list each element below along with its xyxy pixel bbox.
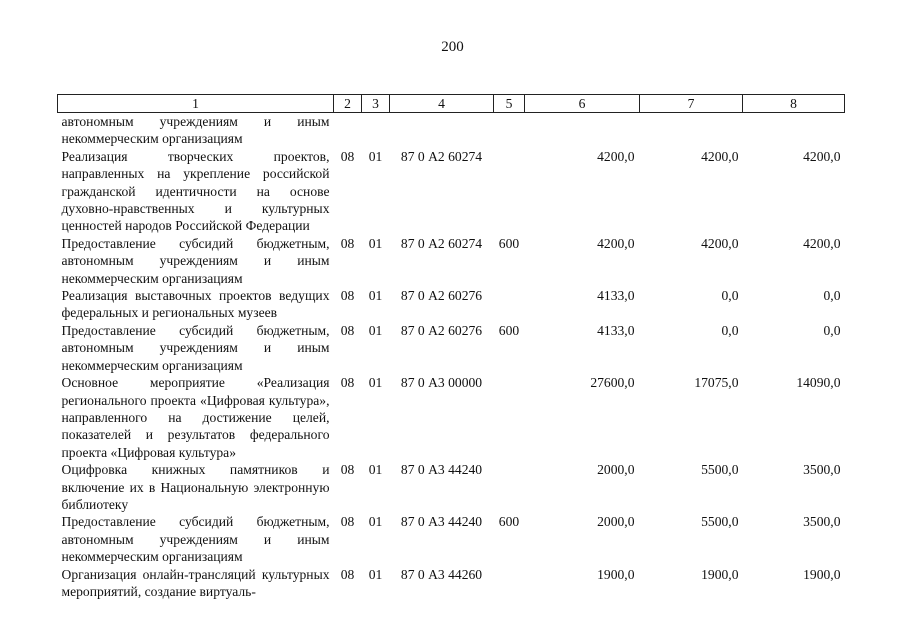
row-expense-type: 600 xyxy=(498,514,520,530)
row-amount-col6 xyxy=(525,113,640,148)
row-amount-col8: 0,0 xyxy=(823,288,841,304)
row-name-cell: автономным учреждениям и иным некоммерческим организациям xyxy=(61,114,330,147)
row-target-article: 87 0 А2 60274 xyxy=(400,148,483,164)
row-expense-type xyxy=(494,113,525,148)
row-amount-col6: 2000,0 xyxy=(597,462,635,478)
row-amount-col6: 4133,0 xyxy=(597,288,635,304)
row-section-code: 08 xyxy=(340,322,355,338)
row-amount-col6: 4200,0 xyxy=(597,235,635,251)
row-expense-type xyxy=(494,287,525,322)
table-header xyxy=(58,95,845,113)
row-section-code: 08 xyxy=(340,235,355,251)
row-amount-col7 xyxy=(640,113,743,148)
row-amount-col7: 0,0 xyxy=(721,288,739,304)
row-amount-col7: 5500,0 xyxy=(701,462,739,478)
row-amount-col8: 4200,0 xyxy=(803,148,841,164)
row-name-cell: Предоставление субсидий бюджетным, автономным учреждениям и иным некоммерческим организациям xyxy=(61,322,330,373)
table-row xyxy=(58,148,845,235)
row-amount-col8: 4200,0 xyxy=(803,235,841,251)
row-section-code: 08 xyxy=(340,514,355,530)
row-section-code: 08 xyxy=(340,148,355,164)
row-amount-col7: 4200,0 xyxy=(701,235,739,251)
header-col-3: 3 xyxy=(362,95,390,113)
row-target-article: 87 0 А3 44260 xyxy=(400,566,483,582)
row-name-cell: Предоставление субсидий бюджетным, автономным учреждениям и иным некоммерческим организациям xyxy=(61,235,330,286)
row-section-code: 08 xyxy=(340,288,355,304)
header-row xyxy=(58,95,845,113)
row-target-article xyxy=(390,113,494,148)
row-amount-col7: 4200,0 xyxy=(701,148,739,164)
row-amount-col6: 4200,0 xyxy=(597,148,635,164)
table-row xyxy=(58,566,845,601)
table-row xyxy=(58,235,845,287)
row-expense-type xyxy=(494,566,525,601)
row-amount-col7: 17075,0 xyxy=(694,375,739,391)
header-col-7: 7 xyxy=(640,95,743,113)
row-expense-type xyxy=(494,148,525,235)
table-row xyxy=(58,513,845,565)
row-subsection-code: 01 xyxy=(368,235,383,251)
row-subsection-code: 01 xyxy=(368,148,383,164)
row-name-cell: Основное мероприятие «Реализация регионального проекта «Цифровая культура», направленного на достижение целей, показателей и результатов федерального проекта «Цифровая культура» xyxy=(61,375,330,460)
table-row xyxy=(58,461,845,513)
row-amount-col8: 3500,0 xyxy=(803,514,841,530)
row-subsection-code: 01 xyxy=(368,375,383,391)
row-target-article: 87 0 А3 44240 xyxy=(400,462,483,478)
row-name-cell: Предоставление субсидий бюджетным, автономным учреждениям и иным некоммерческим организациям xyxy=(61,514,330,565)
row-expense-type: 600 xyxy=(498,235,520,251)
row-amount-col7: 1900,0 xyxy=(701,566,739,582)
row-subsection-code: 01 xyxy=(368,514,383,530)
row-name-cell: Оцифровка книжных памятников и включение их в Национальную электронную библиотеку xyxy=(61,462,330,512)
row-subsection-code: 01 xyxy=(368,288,383,304)
table-body xyxy=(58,113,845,601)
row-section-code: 08 xyxy=(340,566,355,582)
row-subsection-code: 01 xyxy=(368,322,383,338)
row-amount-col6: 4133,0 xyxy=(597,322,635,338)
row-expense-type: 600 xyxy=(498,322,520,338)
row-expense-type xyxy=(494,374,525,461)
row-target-article: 87 0 А2 60276 xyxy=(400,322,483,338)
row-target-article: 87 0 А3 44240 xyxy=(400,514,483,530)
row-section-code: 08 xyxy=(340,375,355,391)
table-row xyxy=(58,287,845,322)
row-amount-col6: 2000,0 xyxy=(597,514,635,530)
header-col-2: 2 xyxy=(334,95,362,113)
header-col-4: 4 xyxy=(390,95,494,113)
header-col-8: 8 xyxy=(743,95,845,113)
row-amount-col6: 1900,0 xyxy=(597,566,635,582)
row-target-article: 87 0 А3 00000 xyxy=(400,375,483,391)
row-amount-col8: 14090,0 xyxy=(796,375,841,391)
table-row xyxy=(58,322,845,374)
page-number: 200 xyxy=(441,39,464,55)
header-col-5: 5 xyxy=(494,95,525,113)
row-subsection-code xyxy=(362,113,390,148)
header-col-1: 1 xyxy=(58,95,334,113)
row-name-cell: Реализация выставочных проектов ведущих федеральных и региональных музеев xyxy=(61,288,330,321)
row-amount-col7: 5500,0 xyxy=(701,514,739,530)
row-amount-col8: 3500,0 xyxy=(803,462,841,478)
row-amount-col7: 0,0 xyxy=(721,322,739,338)
header-col-6: 6 xyxy=(525,95,640,113)
table-row xyxy=(58,374,845,461)
row-target-article: 87 0 А2 60276 xyxy=(400,288,483,304)
row-section-code xyxy=(334,113,362,148)
row-amount-col8: 1900,0 xyxy=(803,566,841,582)
row-amount-col6: 27600,0 xyxy=(590,375,635,391)
table-row xyxy=(58,113,845,148)
row-subsection-code: 01 xyxy=(368,462,383,478)
row-expense-type xyxy=(494,461,525,513)
budget-table xyxy=(57,94,845,600)
row-target-article: 87 0 А2 60274 xyxy=(400,235,483,251)
row-name-cell: Реализация творческих проектов, направленных на укрепление российской гражданской идентичности на основе духовно-нравственных и культурных ценностей народов Российской Федерации xyxy=(61,148,330,234)
row-name-cell: Организация онлайн-трансляций культурных мероприятий, создание виртуаль- xyxy=(61,566,330,599)
row-subsection-code: 01 xyxy=(368,566,383,582)
row-amount-col8 xyxy=(743,113,845,148)
row-amount-col8: 0,0 xyxy=(823,322,841,338)
row-section-code: 08 xyxy=(340,462,355,478)
